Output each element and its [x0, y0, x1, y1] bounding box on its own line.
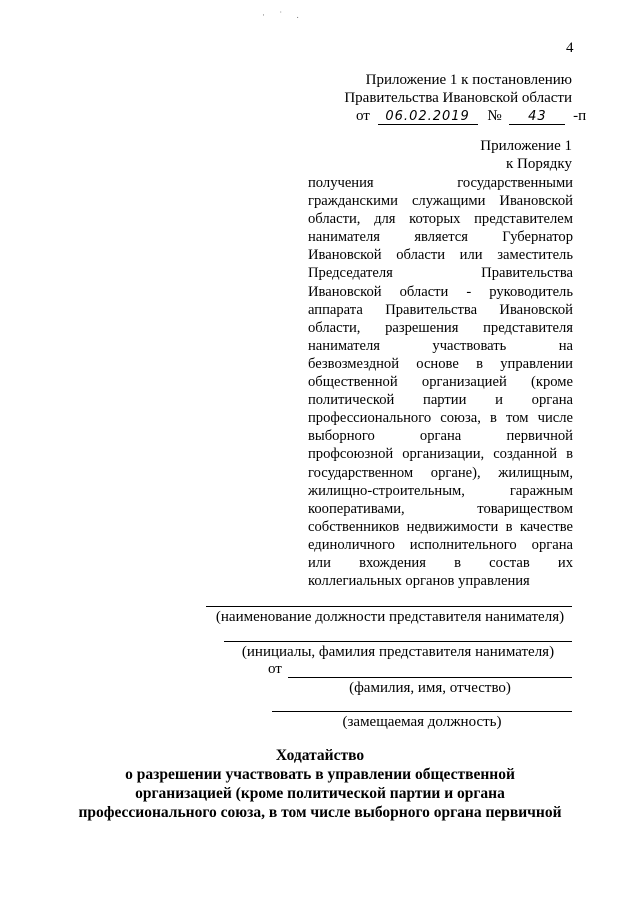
- decree-number-suffix: -п: [573, 108, 587, 124]
- from-label-2: от: [268, 661, 282, 677]
- appendix-line: выборного органа первичной: [308, 428, 573, 445]
- page-number: 4: [566, 40, 574, 56]
- appendix-line: единоличного исполнительного органа: [308, 536, 573, 553]
- decree-date-field: 06.02.2019: [378, 109, 478, 125]
- appendix-line: гражданскими служащими Ивановской: [308, 193, 573, 210]
- initials-caption: (инициалы, фамилия представителя нанимателя): [241, 644, 555, 660]
- position-held-field: [272, 711, 572, 712]
- decree-number-field: 43: [509, 109, 565, 125]
- appendix-line: Ивановской области или заместитель: [308, 247, 573, 264]
- appendix-line: безвозмездной основе в управлении: [308, 355, 573, 372]
- appendix-line: жилищно-строительным, гаражным: [308, 482, 573, 499]
- appendix-line: или вхождения в состав их: [308, 554, 573, 571]
- position-name-field: [206, 606, 572, 607]
- from-label: от: [356, 108, 370, 124]
- petition-title: Ходатайство: [275, 747, 365, 764]
- appendix-line: нанимателя участвовать на: [308, 337, 573, 354]
- appendix-line: политической партии и органа: [308, 392, 573, 409]
- initials-field: [224, 641, 572, 642]
- appendix-line: государственном органе), жилищным,: [308, 464, 573, 481]
- petition-subtitle-line: о разрешении участвовать в управлении общественной: [125, 766, 515, 783]
- appendix-line: области, для которых представителем: [308, 211, 573, 228]
- appendix-line: Председателя Правительства: [308, 265, 573, 282]
- position-name-caption: (наименование должности представителя нанимателя): [215, 609, 565, 625]
- appendix-line: получения государственными: [308, 175, 573, 191]
- appendix-title-line1: Приложение 1: [480, 138, 572, 154]
- appendix-line: коллегиальных органов управления: [308, 573, 530, 590]
- appendix-line: общественной организацией (кроме: [308, 374, 573, 391]
- petition-subtitle-line: организацией (кроме политической партии и органа: [135, 785, 505, 802]
- appendix-line: аппарата Правительства Ивановской: [308, 301, 573, 318]
- appendix-line: профсоюзной организации, созданной в: [308, 446, 573, 463]
- full-name-field: [288, 677, 572, 678]
- appendix-line: кооперативами, товариществом: [308, 500, 573, 517]
- appendix-line: области, разрешения представителя: [308, 319, 573, 336]
- position-held-caption: (замещаемая должность): [342, 714, 502, 730]
- appendix-title-line2: к Порядку: [506, 156, 572, 172]
- appendix-line: Ивановской области - руководитель: [308, 283, 573, 300]
- decree-date-number-line: [356, 108, 586, 125]
- decree-appendix-line2: Правительства Ивановской области: [344, 90, 572, 106]
- scan-marks: · ˙ .: [262, 10, 305, 20]
- petition-subtitle-line: профессионального союза, в том числе выборного органа первичной: [78, 804, 562, 821]
- decree-appendix-line1: Приложение 1 к постановлению: [365, 72, 572, 88]
- appendix-line: собственников недвижимости в качестве: [308, 518, 573, 535]
- number-label: №: [487, 108, 502, 124]
- appendix-description: [308, 174, 573, 590]
- appendix-line: нанимателя является Губернатор: [308, 229, 573, 246]
- full-name-caption: (фамилия, имя, отчество): [349, 680, 511, 696]
- appendix-line: профессионального союза, в том числе: [308, 410, 573, 427]
